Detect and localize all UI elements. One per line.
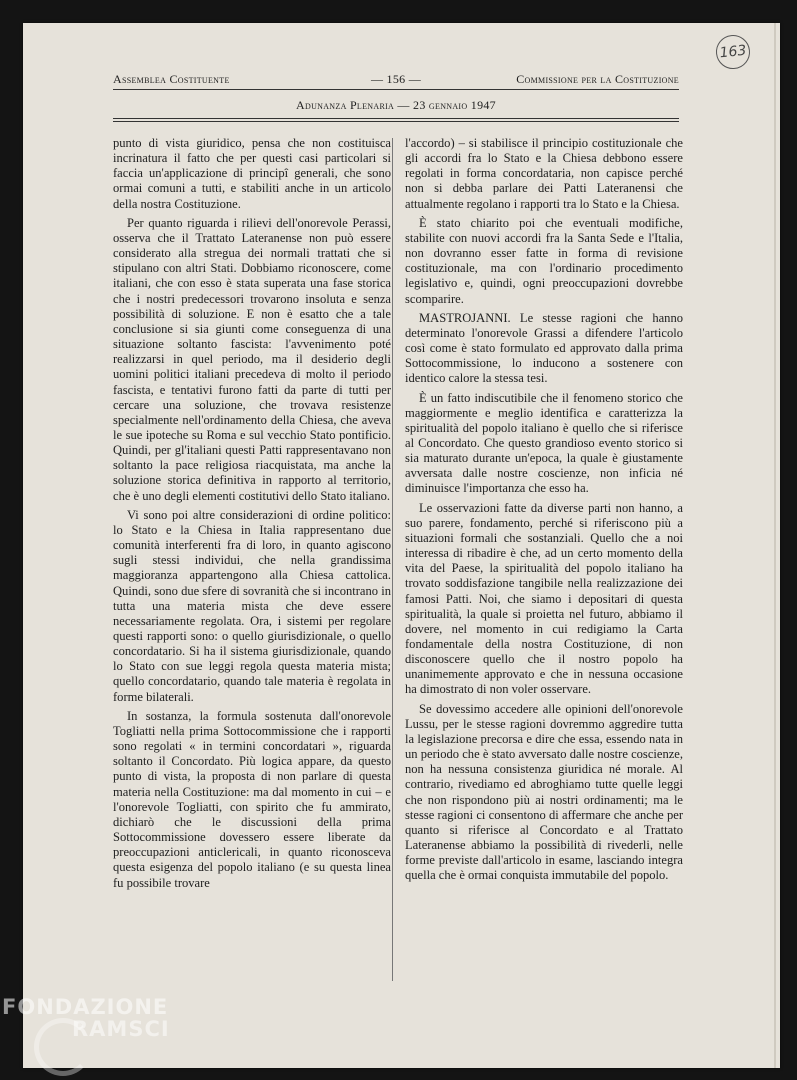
paragraph: Se dovessimo accedere alle opinioni dell'onorevole Lussu, per le stesse ragioni dovremmo aggredire tutta la legislazione precorsa e dire che essa, essendo nata in un periodo che è stato avversato dalle nostre coscienze, non ha nessuna consistenza giuridica né morale. Al contrario, rivediamo ed abroghiamo tutte quelle leggi che non rispondono più ai nostri ordinamenti; ma le stesse ragioni ci consentono di affermare che anche per quanto si riferisce al Concordato e al Trattato Lateranense abbiamo la possibilità di rivederli, nelle forme previste dall'articolo in esame, lasciando integra quella che è ormai conquista immutabile del popolo. [405, 701, 683, 883]
header-rule [113, 89, 679, 90]
page-edge [774, 23, 776, 1068]
paragraph: MASTROJANNI. Le stesse ragioni che hanno determinato l'onorevole Grassi a difendere l'articolo così come è stato formulato ed approvato dalla prima Sottocommissione, lo inducono a sostenere con identico calore la stessa tesi. [405, 310, 683, 386]
session-subtitle: Adunanza Plenaria — 23 gennaio 1947 [296, 98, 496, 112]
watermark-line2: RAMSCI [72, 1017, 170, 1041]
header-left: Assemblea Costituente [113, 72, 230, 86]
column-divider [392, 138, 393, 981]
paragraph: Per quanto riguarda i rilievi dell'onorevole Perassi, osserva che il Trattato Lateranense non può essere considerato alla stregua dei normali trattati che si stipulano con altri Stati. Dobbiamo riconoscere, come italiani, che con esso è stata superata una fase storica che i nostri predecessori trovarono insoluta e senza possibilità di soluzione. E non è esatto che a tale conclusione si sia giunti come conseguenza di una situazione soltanto fascista: l'avvenimento poté realizzarsi in quel periodo, ma il desiderio degli uomini politici italiani precedeva di molto il periodo fascista, e tentativi furono fatti da parte di tutti per cercare una soluzione, che trovava resistenze specialmente nell'ordinamento della Chiesa, che aveva le sue ipoteche su Roma e sul vecchio Stato pontificio. Quindi, per gl'italiani questi Patti rappresentavano non soltanto la pace religiosa riacquistata, ma anche la soluzione storica definitiva in rapporto al territorio, che è uno degli elementi costitutivi dello Stato italiano. [113, 215, 391, 503]
header-page-number: — 156 — [370, 72, 422, 86]
left-text-column [113, 136, 391, 895]
paragraph: Vi sono poi altre considerazioni di ordine politico: lo Stato e la Chiesa in Italia rappresentano due comunità interferenti fra di loro, in quanto agiscono sugli stessi individui, che nella grandissima maggioranza appartengono alla Chiesa cattolica. Quindi, sono due sfere di sovranità che si incontrano in tutta una materia mista che deve essere necessariamente regolata. Ora, i sistemi per regolare questi rapporti sono: o quello giurisdizionale, o quello concordatario. Si ha il sistema giurisdizionale, quando lo Stato con sue leggi regola questa materia mista; quello concordatario, quando tale materia è regolata in forme bilaterali. [113, 507, 391, 704]
subtitle-rule-top [113, 118, 679, 119]
paragraph: È stato chiarito poi che eventuali modifiche, stabilite con nuovi accordi fra la Santa Sede e l'Italia, non dovranno esser fatte in forma di revisione costituzionale, ma con l'ordinario procedimento legislativo e, quindi, ogni preoccupazioni dovrebbe scomparire. [405, 215, 683, 306]
paragraph: Le osservazioni fatte da diverse parti non hanno, a suo parere, fondamento, perché si riferiscono più a situazioni formali che sostanziali. Quello che a noi interessa di ribadire è che, ad un certo momento della vita del Paese, la spiritualità del popolo italiano ha trovato soddisfazione tangibile nella realizzazione dei famosi Patti. Noi, che siamo i depositari di questa spiritualità, la quale si proietta nel futuro, abbiamo il dovere, nel momento in cui redigiamo la Carta fondamentale della nostra Costituzione, di non disconoscere quello che il nostro popolo ha unanimemente approvato e che in nessuna occasione ha dimostrato di non voler osservare. [405, 500, 683, 697]
right-text-column [405, 136, 683, 888]
paragraph: l'accordo) – si stabilisce il principio costituzionale che gli accordi fra lo Stato e la Chiesa debbono essere regolati in forma concordataria, non capisce perché non si debba parlare dei Patti Lateranensi che attualmente regolano i rapporti tra lo Stato e la Chiesa. [405, 136, 683, 211]
paragraph: In sostanza, la formula sostenuta dall'onorevole Togliatti nella prima Sottocommissione che i rapporti sono regolati « in termini concordatari », riguarda soltanto il Concordato. Più logica appare, da questo punto di vista, la proposta di non parlare di questa materia nella Costituzione: ma dal momento in cui – e l'onorevole Togliatti, con spirito che fu ammirato, dichiarò che le discussioni della prima Sottocommissione dovessero essere liberate da preoccupazioni anticlericali, in quanto riconosceva questa esigenza del popolo italiano (e su questa linea fu possibile trovare [113, 708, 391, 890]
paragraph: punto di vista giuridico, pensa che non costituisca incrinatura il fatto che per questi casi particolari si faccia un'applicazione di principî generali, che sono ormai comuni a tutti, e stabiliti anche in un articolo della nostra Costituzione. [113, 136, 391, 211]
paragraph: È un fatto indiscutibile che il fenomeno storico che maggiormente e meglio identifica e caratterizza la spiritualità del popolo italiano è quello che si riferisce al Concordato. Che questo grandioso evento storico si sia maturato durante un'epoca, la quale è giustamente avversata dalle nostre coscienze, non inficia né diminuisce l'importanza che esso ha. [405, 390, 683, 496]
watermark-line1: FONDAZIONE [2, 995, 169, 1019]
header-right: Commissione per la Costituzione [516, 72, 679, 86]
subtitle-rule-bottom [113, 121, 679, 122]
stamp-number: 163 [718, 42, 748, 62]
archive-page-stamp [714, 33, 751, 70]
